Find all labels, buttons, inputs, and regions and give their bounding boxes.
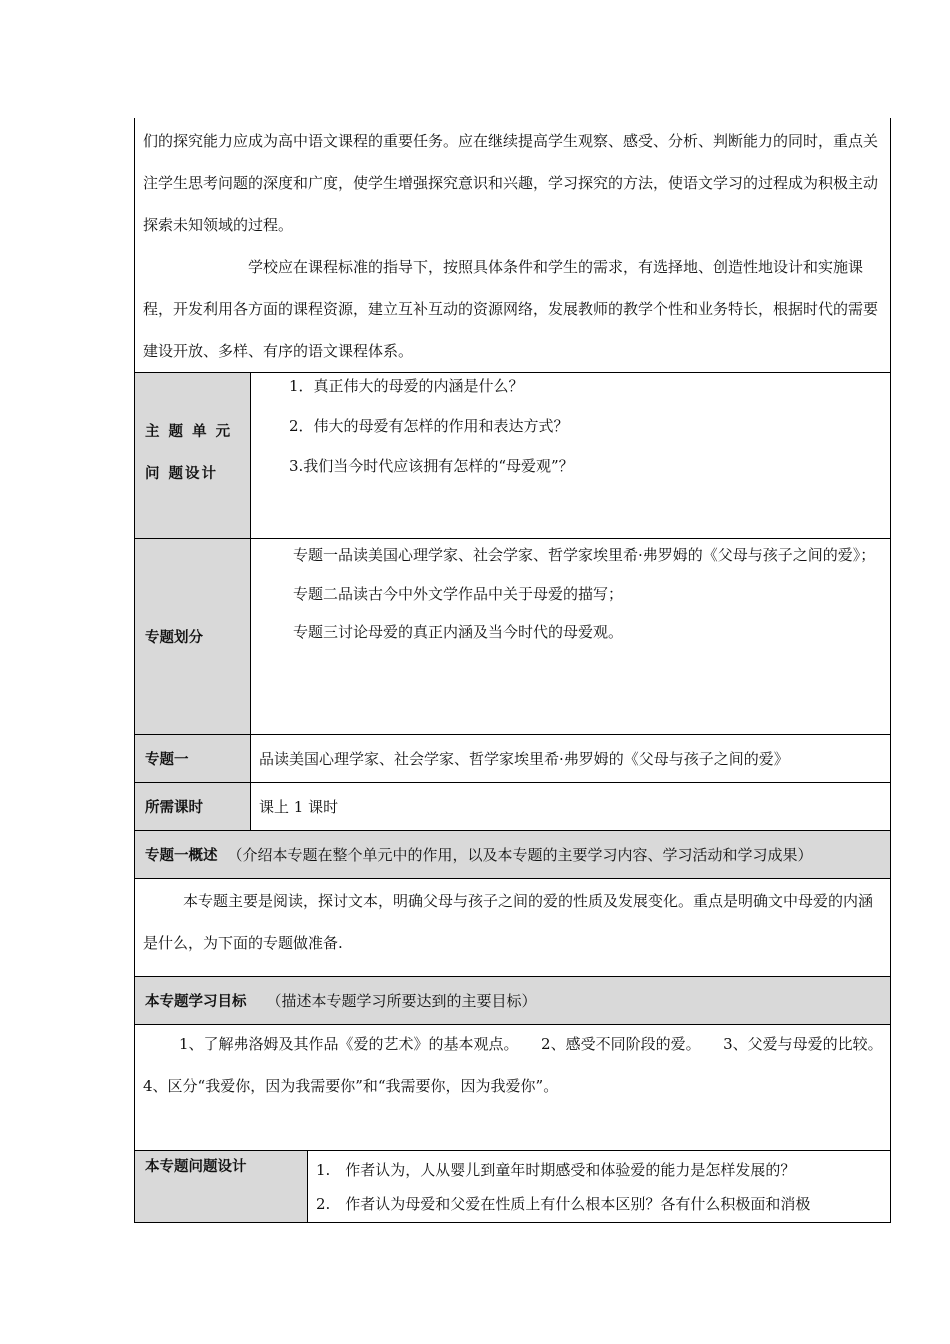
topic-division-item-3: 专题三讨论母爱的真正内涵及当今时代的母爱观。 bbox=[293, 623, 624, 641]
question-design-label-cell bbox=[135, 1151, 308, 1223]
topic-division-label-cell bbox=[135, 539, 251, 735]
class-hours-cell bbox=[251, 783, 891, 831]
theme-question-3: 3.我们当今时代应该拥有怎样的“母爱观”？ bbox=[289, 457, 574, 475]
topic-one-cell bbox=[251, 735, 891, 783]
question-design-label: 本专题问题设计 bbox=[145, 1159, 247, 1175]
intro-paragraph-1: 们的探究能力应成为高中语文课程的重要任务。应在继续提高学生观察、感受、分析、判断能力的同时，重点关注学生思考问题的深度和广度，使学生增强探究意识和兴趣，学习探究的方法，使语文学习的过程成为积极主动探索未知领域的过程。 bbox=[143, 132, 879, 234]
question-design-cell bbox=[308, 1151, 891, 1223]
topic-division-label: 专题划分 bbox=[145, 630, 203, 646]
overview-text-cell bbox=[135, 879, 891, 977]
topic-division-item-2: 专题二品读古今中外文学作品中关于母爱的描写； bbox=[293, 585, 624, 603]
overview-header-cell bbox=[135, 831, 891, 879]
document-page bbox=[134, 118, 906, 1223]
topic-one-label-cell bbox=[135, 735, 251, 783]
topic-one-label: 专题一 bbox=[145, 752, 189, 768]
class-hours-label: 所需课时 bbox=[145, 800, 203, 816]
topic-one-value: 品读美国心理学家、社会学家、哲学家埃里希·弗罗姆的《父母与孩子之间的爱》 bbox=[259, 750, 789, 768]
theme-questions-label: 主 题 单 元 问 题设计 bbox=[145, 424, 233, 482]
theme-questions-label-cell bbox=[135, 373, 251, 539]
theme-questions-cell bbox=[251, 373, 891, 539]
theme-question-1: 1．真正伟大的母爱的内涵是什么？ bbox=[289, 377, 524, 395]
overview-note: （介绍本专题在整个单元中的作用，以及本专题的主要学习内容、学习活动和学习成果） bbox=[227, 846, 813, 864]
topic-division-item-1: 专题一品读美国心理学家、社会学家、哲学家埃里希·弗罗姆的《父母与孩子之间的爱》； bbox=[293, 546, 876, 564]
overview-label: 专题一概述 bbox=[145, 848, 218, 864]
question-design-item-1: 1. 作者认为，人从婴儿到童年时期感受和体验爱的能力是怎样发展的？ bbox=[316, 1161, 796, 1179]
topic-division-cell bbox=[251, 539, 891, 735]
goals-text-cell bbox=[135, 1025, 906, 1151]
goals-header-cell bbox=[135, 977, 891, 1025]
goals-text: 1、了解弗洛姆及其作品《爱的艺术》的基本观点。 2、感受不同阶段的爱。 3、父爱与母爱的比较。 4、区分“我爱你，因为我需要你”和“我需要你，因为我爱你”。 bbox=[143, 1035, 906, 1095]
overview-text: 本专题主要是阅读，探讨文本，明确父母与孩子之间的爱的性质及发展变化。重点是明确文中母爱的内涵是什么，为下面的专题做准备. bbox=[143, 892, 874, 952]
intro-paragraph-2: 学校应在课程标准的指导下，按照具体条件和学生的需求，有选择地、创造性地设计和实施课程，开发利用各方面的课程资源，建立互补互动的资源网络，发展教师的教学个性和业务特长，根据时代的需要建设开放、多样、有序的语文课程体系。 bbox=[143, 258, 879, 360]
goals-note: （描述本专题学习所要达到的主要目标） bbox=[266, 992, 537, 1010]
class-hours-value: 课上 1 课时 bbox=[259, 798, 339, 816]
intro-cell bbox=[135, 118, 891, 373]
class-hours-label-cell bbox=[135, 783, 251, 831]
unit-design-table bbox=[134, 118, 906, 1223]
question-design-item-2: 2. 作者认为母爱和父爱在性质上有什么根本区别？各有什么积极面和消极 bbox=[316, 1195, 811, 1213]
goals-label: 本专题学习目标 bbox=[145, 994, 247, 1010]
theme-question-2: 2．伟大的母爱有怎样的作用和表达方式？ bbox=[289, 417, 569, 435]
